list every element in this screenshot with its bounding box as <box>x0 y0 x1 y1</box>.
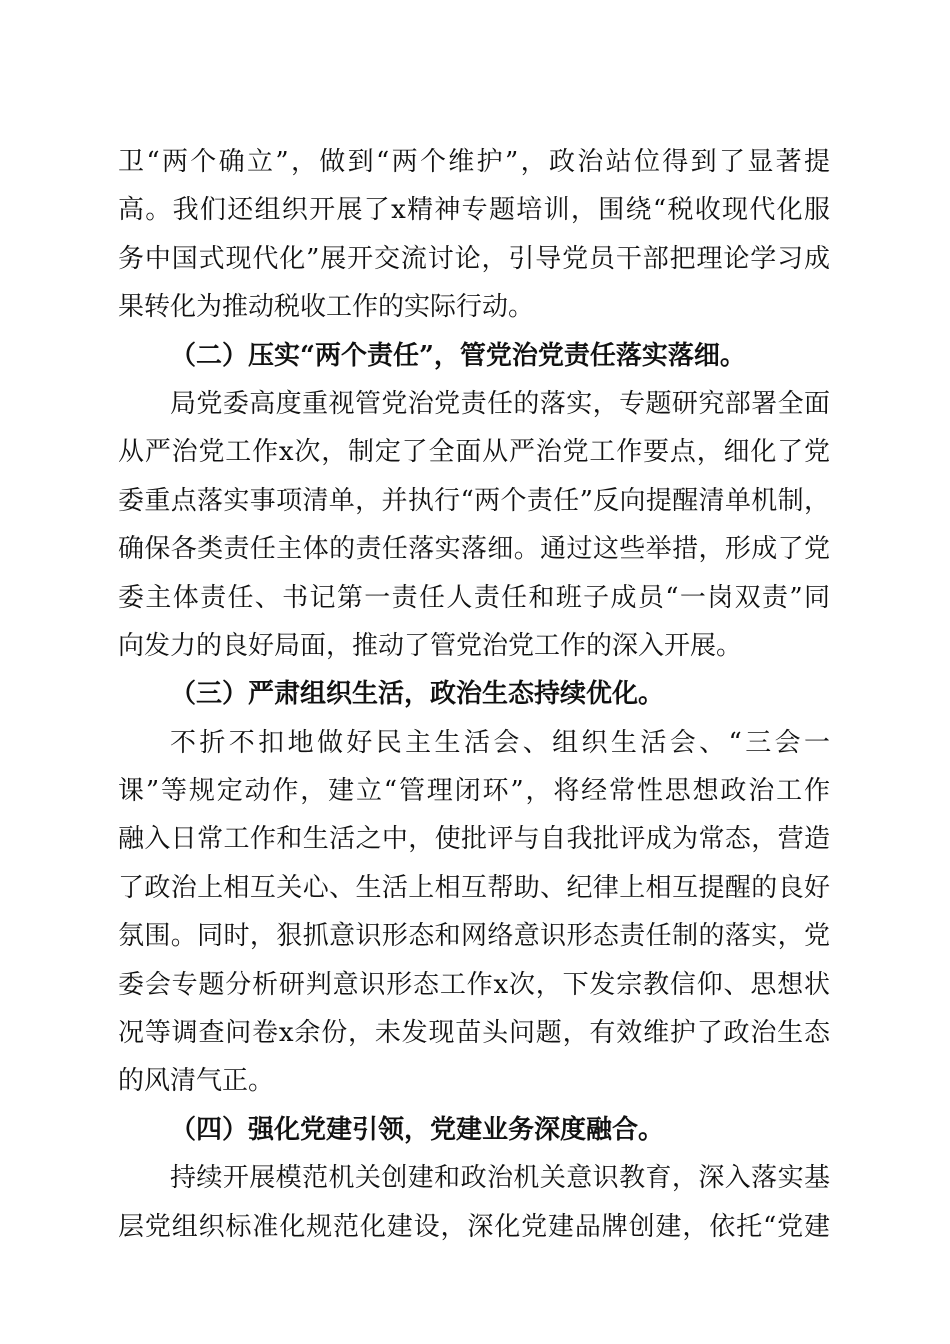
text-line: 况等调查问卷x余份，未发现苗头问题，有效维护了政治生态 <box>118 1018 830 1049</box>
paragraph <box>118 719 830 1106</box>
text-line: 了政治上相互关心、生活上相互帮助、纪律上相互提醒的良好 <box>118 872 830 903</box>
text-line: 从严治党工作x次，制定了全面从严治党工作要点，细化了党 <box>118 437 830 468</box>
paragraph <box>118 380 830 670</box>
text-line: 层党组织标准化规范化建设，深化党建品牌创建，依托“党建 <box>118 1211 830 1242</box>
text-line: 局党委高度重视管党治党责任的落实，专题研究部署全面 <box>170 388 830 419</box>
text-line: 的风清气正。 <box>118 1066 275 1097</box>
text-line: 高。我们还组织开展了x精神专题培训，围绕“税收现代化服 <box>118 195 830 226</box>
text-line: 不折不扣地做好民主生活会、组织生活会、“三会一 <box>170 727 830 758</box>
paragraph <box>118 1154 830 1251</box>
section-heading: （四）强化党建引领，党建业务深度融合。 <box>170 1114 665 1145</box>
section-heading: （二）压实“两个责任”，管党治党责任落实落细。 <box>170 340 746 371</box>
text-line: 卫“两个确立”，做到“两个维护”，政治站位得到了显著提 <box>118 147 830 177</box>
text-line: 委重点落实事项清单，并执行“两个责任”反向提醒清单机制， <box>118 485 830 516</box>
text-line: 果转化为推动税收工作的实际行动。 <box>118 292 535 323</box>
section-heading: （三）严肃组织生活，政治生态持续优化。 <box>170 679 665 710</box>
text-line: 向发力的良好局面，推动了管党治党工作的深入开展。 <box>118 630 743 661</box>
text-line: 课”等规定动作，建立“管理闭环”，将经常性思想政治工作 <box>118 776 830 807</box>
text-line: 融入日常工作和生活之中，使批评与自我批评成为常态，营造 <box>118 824 830 855</box>
text-line: 持续开展模范机关创建和政治机关意识教育，深入落实基 <box>170 1163 830 1194</box>
text-line: 务中国式现代化”展开交流讨论，引导党员干部把理论学习成 <box>118 243 830 274</box>
text-line: 氛围。同时，狠抓意识形态和网络意识形态责任制的落实，党 <box>118 921 830 952</box>
text-line: 确保各类责任主体的责任落实落细。通过这些举措，形成了党 <box>118 534 830 565</box>
paragraph <box>118 138 830 332</box>
text-line: 委会专题分析研判意识形态工作x次，下发宗教信仰、思想状 <box>118 969 830 1000</box>
text-line: 委主体责任、书记第一责任人责任和班子成员“一岗双责”同 <box>118 582 830 613</box>
document-body <box>118 138 830 1251</box>
